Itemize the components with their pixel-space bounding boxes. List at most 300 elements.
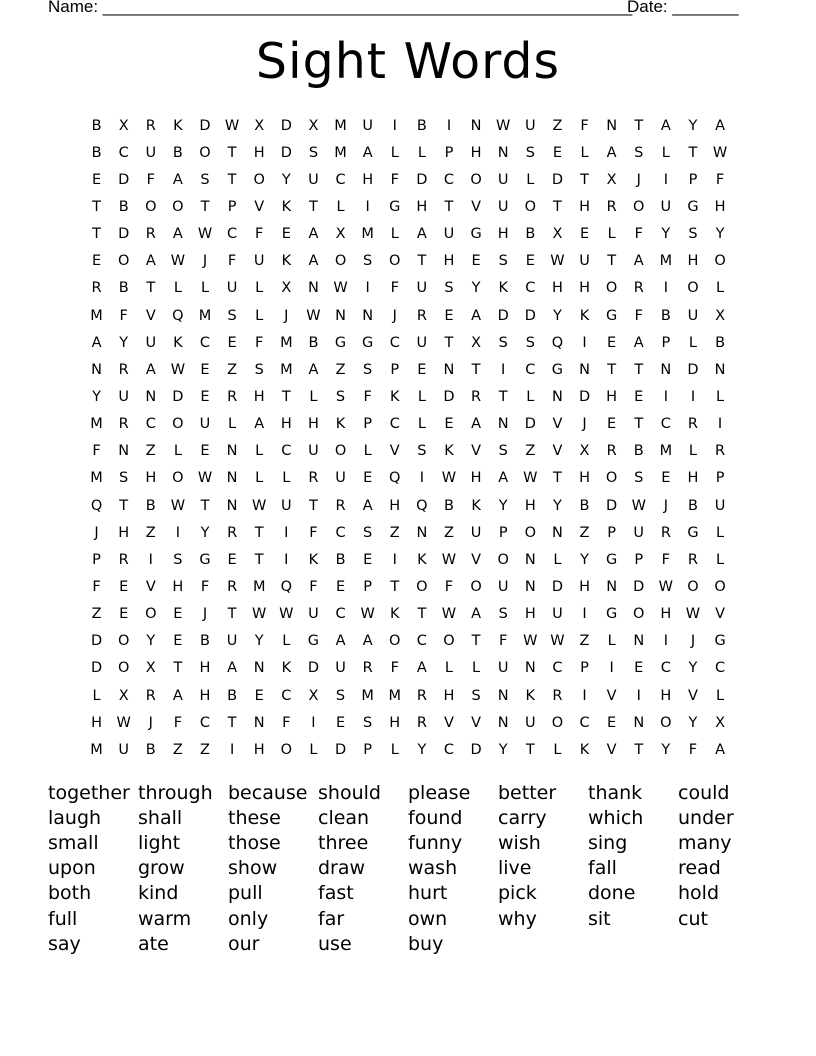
grid-letter: P bbox=[227, 198, 237, 215]
grid-letter: S bbox=[363, 253, 373, 270]
grid-letter: B bbox=[633, 443, 644, 460]
grid-letter: V bbox=[389, 443, 400, 460]
grid-letter: A bbox=[498, 470, 509, 487]
grid-letter: W bbox=[685, 606, 701, 623]
grid-letter: X bbox=[715, 307, 726, 324]
grid-letter: O bbox=[687, 280, 699, 297]
grid-letter: N bbox=[226, 443, 238, 460]
word-list bbox=[48, 780, 788, 956]
grid-letter: D bbox=[90, 660, 103, 677]
grid-letter: K bbox=[471, 497, 481, 514]
grid-letter: N bbox=[551, 388, 563, 405]
grid-letter: I bbox=[501, 361, 506, 378]
grid-row bbox=[83, 221, 734, 248]
grid-letter: H bbox=[443, 253, 455, 270]
grid-letter: C bbox=[579, 714, 590, 731]
grid-letter: P bbox=[444, 144, 454, 161]
grid-letter: U bbox=[497, 660, 509, 677]
grid-letter: G bbox=[199, 551, 211, 568]
word-list-item: warm bbox=[138, 907, 192, 930]
grid-letter: R bbox=[606, 443, 617, 460]
grid-letter: M bbox=[90, 470, 103, 487]
grid-letter: I bbox=[582, 334, 587, 351]
grid-letter: R bbox=[362, 660, 373, 677]
grid-letter: U bbox=[552, 606, 563, 623]
grid-letter: D bbox=[687, 361, 699, 378]
grid-letter: Q bbox=[280, 578, 293, 595]
grid-letter: I bbox=[284, 551, 289, 568]
grid-letter: Z bbox=[145, 443, 156, 460]
grid-letter: L bbox=[716, 388, 725, 405]
grid-letter: R bbox=[91, 280, 102, 297]
grid-letter: X bbox=[281, 280, 292, 297]
grid-letter: D bbox=[524, 307, 536, 324]
grid-letter: W bbox=[306, 307, 321, 324]
grid-letter: L bbox=[716, 687, 725, 704]
grid-letter: O bbox=[145, 606, 157, 623]
grid-letter: C bbox=[389, 416, 400, 433]
grid-letter: T bbox=[309, 497, 318, 514]
grid-letter: T bbox=[525, 741, 535, 758]
word-list-item: small bbox=[48, 831, 99, 854]
grid-letter: L bbox=[580, 144, 589, 161]
grid-letter: C bbox=[660, 660, 671, 677]
grid-letter: A bbox=[362, 633, 373, 650]
word-list-item: sit bbox=[588, 907, 611, 930]
word-list-item: own bbox=[408, 907, 448, 930]
grid-letter: W bbox=[252, 606, 267, 623]
grid-letter: C bbox=[660, 416, 671, 433]
grid-letter: Z bbox=[552, 117, 563, 134]
grid-row bbox=[83, 655, 734, 682]
grid-letter: K bbox=[579, 307, 590, 324]
grid-letter: R bbox=[145, 117, 156, 134]
grid-letter: R bbox=[227, 524, 238, 541]
grid-letter: W bbox=[658, 578, 674, 595]
word-list-row bbox=[48, 856, 788, 881]
grid-row bbox=[83, 248, 734, 275]
grid-letter: T bbox=[552, 470, 562, 487]
grid-letter: J bbox=[663, 497, 668, 514]
grid-letter: O bbox=[172, 198, 184, 215]
word-list-item: draw bbox=[318, 857, 366, 880]
grid-letter: Y bbox=[119, 334, 129, 351]
grid-letter: T bbox=[471, 633, 481, 650]
grid-letter: R bbox=[687, 416, 698, 433]
grid-letter: P bbox=[390, 361, 400, 378]
grid-letter: E bbox=[525, 253, 535, 270]
grid-letter: N bbox=[145, 388, 157, 405]
grid-letter: O bbox=[389, 253, 401, 270]
grid-letter: S bbox=[471, 687, 481, 704]
grid-letter: A bbox=[308, 253, 319, 270]
grid-letter: W bbox=[631, 497, 646, 514]
grid-letter: D bbox=[416, 171, 428, 188]
grid-letter: E bbox=[552, 144, 562, 161]
grid-letter: T bbox=[146, 280, 156, 297]
grid-letter: L bbox=[390, 144, 399, 161]
grid-letter: D bbox=[443, 388, 455, 405]
grid-letter: X bbox=[606, 171, 617, 188]
word-list-item: wash bbox=[408, 857, 458, 880]
grid-letter: R bbox=[606, 198, 617, 215]
grid-letter: F bbox=[92, 443, 101, 460]
grid-letter: F bbox=[92, 578, 101, 595]
grid-letter: S bbox=[335, 687, 346, 704]
grid-letter: O bbox=[714, 578, 726, 595]
grid-letter: N bbox=[633, 714, 645, 731]
word-list-item: sing bbox=[588, 831, 628, 854]
word-list-item: together bbox=[48, 781, 130, 804]
grid-letter: L bbox=[472, 660, 481, 677]
grid-letter: P bbox=[92, 551, 101, 568]
grid-letter: J bbox=[284, 307, 289, 324]
grid-letter: S bbox=[200, 171, 210, 188]
grid-letter: M bbox=[659, 443, 673, 460]
grid-letter: U bbox=[253, 253, 265, 270]
grid-letter: C bbox=[145, 416, 156, 433]
word-list-item: many bbox=[678, 831, 732, 854]
grid-letter: K bbox=[525, 687, 536, 704]
grid-letter: H bbox=[687, 470, 699, 487]
grid-letter: F bbox=[227, 253, 237, 270]
grid-letter: L bbox=[444, 660, 454, 677]
grid-letter: H bbox=[660, 606, 672, 623]
grid-letter: A bbox=[471, 416, 482, 433]
grid-letter: S bbox=[173, 551, 183, 568]
grid-letter: C bbox=[525, 280, 536, 297]
grid-letter: T bbox=[417, 253, 427, 270]
grid-letter: T bbox=[634, 416, 644, 433]
grid-letter: R bbox=[552, 687, 563, 704]
grid-letter: H bbox=[253, 388, 265, 405]
grid-letter: T bbox=[444, 334, 454, 351]
grid-letter: I bbox=[392, 551, 397, 568]
grid-letter: X bbox=[254, 117, 265, 134]
grid-row bbox=[83, 573, 734, 600]
grid-letter: O bbox=[687, 578, 699, 595]
grid-letter: P bbox=[580, 660, 589, 677]
grid-letter: R bbox=[416, 687, 427, 704]
grid-letter: B bbox=[200, 633, 210, 650]
grid-letter: C bbox=[389, 334, 400, 351]
grid-letter: T bbox=[498, 388, 508, 405]
grid-letter: U bbox=[308, 443, 319, 460]
word-list-item: these bbox=[228, 806, 281, 829]
grid-row bbox=[83, 492, 734, 519]
grid-letter: Y bbox=[661, 226, 671, 243]
word-list-row bbox=[48, 780, 788, 805]
grid-letter: N bbox=[497, 416, 509, 433]
grid-letter: L bbox=[255, 470, 264, 487]
grid-letter: J bbox=[202, 253, 208, 270]
grid-letter: G bbox=[362, 334, 374, 351]
grid-row bbox=[83, 682, 734, 709]
grid-letter: J bbox=[582, 416, 587, 433]
grid-letter: L bbox=[173, 443, 182, 460]
grid-letter: I bbox=[717, 416, 723, 433]
grid-letter: G bbox=[606, 307, 618, 324]
grid-letter: A bbox=[145, 253, 156, 270]
grid-letter: V bbox=[444, 714, 454, 731]
grid-letter: Z bbox=[145, 524, 156, 541]
grid-letter: V bbox=[254, 198, 265, 215]
grid-letter: V bbox=[552, 416, 563, 433]
grid-letter: L bbox=[255, 443, 264, 460]
grid-letter: T bbox=[390, 578, 400, 595]
grid-letter: I bbox=[663, 280, 668, 297]
grid-letter: M bbox=[90, 416, 103, 433]
grid-letter: B bbox=[579, 497, 590, 514]
grid-letter: O bbox=[117, 253, 130, 270]
grid-letter: H bbox=[524, 497, 536, 514]
grid-letter: W bbox=[360, 606, 375, 623]
grid-letter: U bbox=[145, 144, 157, 161]
grid-letter: R bbox=[416, 307, 427, 324]
grid-letter: Y bbox=[498, 741, 508, 758]
grid-letter: I bbox=[636, 687, 641, 704]
grid-letter: N bbox=[362, 307, 374, 324]
grid-letter: L bbox=[417, 388, 426, 405]
grid-letter: S bbox=[308, 144, 319, 161]
grid-letter: O bbox=[443, 633, 455, 650]
grid-letter: H bbox=[389, 497, 401, 514]
grid-letter: K bbox=[444, 443, 454, 460]
grid-letter: I bbox=[229, 741, 235, 758]
grid-letter: W bbox=[116, 714, 131, 731]
grid-row bbox=[83, 329, 734, 356]
grid-letter: W bbox=[170, 361, 186, 378]
word-list-item: far bbox=[318, 907, 345, 930]
grid-letter: C bbox=[199, 714, 211, 731]
grid-letter: A bbox=[172, 171, 183, 188]
grid-letter: O bbox=[497, 551, 509, 568]
grid-letter: A bbox=[308, 361, 319, 378]
grid-letter: X bbox=[471, 334, 482, 351]
grid-letter: S bbox=[363, 361, 373, 378]
grid-letter: O bbox=[334, 443, 347, 460]
grid-letter: K bbox=[173, 334, 183, 351]
grid-letter: I bbox=[663, 388, 668, 405]
grid-letter: R bbox=[308, 470, 319, 487]
grid-letter: O bbox=[253, 171, 265, 188]
grid-letter: S bbox=[498, 334, 508, 351]
grid-letter: C bbox=[416, 633, 427, 650]
grid-letter: Y bbox=[146, 633, 156, 650]
grid-letter: T bbox=[552, 198, 562, 215]
grid-letter: G bbox=[687, 524, 699, 541]
grid-letter: T bbox=[227, 714, 237, 731]
grid-letter: J bbox=[202, 606, 208, 623]
grid-letter: K bbox=[417, 551, 427, 568]
grid-letter: A bbox=[335, 633, 346, 650]
grid-letter: I bbox=[311, 714, 316, 731]
grid-letter: D bbox=[90, 633, 103, 650]
grid-letter: Q bbox=[389, 470, 401, 487]
grid-letter: E bbox=[634, 388, 644, 405]
grid-letter: E bbox=[579, 226, 590, 243]
grid-letter: N bbox=[633, 633, 645, 650]
word-list-item: clean bbox=[318, 806, 370, 829]
grid-letter: V bbox=[606, 687, 617, 704]
word-list-item: could bbox=[678, 781, 730, 804]
grid-letter: V bbox=[606, 741, 617, 758]
grid-letter: N bbox=[579, 361, 590, 378]
grid-letter: R bbox=[687, 551, 698, 568]
grid-letter: X bbox=[308, 117, 319, 134]
grid-letter: V bbox=[471, 443, 482, 460]
grid-letter: F bbox=[146, 171, 155, 188]
grid-row bbox=[83, 275, 734, 302]
grid-letter: L bbox=[282, 470, 291, 487]
grid-letter: T bbox=[173, 660, 183, 677]
grid-letter: J bbox=[94, 524, 99, 541]
grid-letter: G bbox=[687, 198, 699, 215]
grid-letter: V bbox=[471, 551, 482, 568]
grid-letter: L bbox=[390, 741, 399, 758]
grid-letter: S bbox=[363, 714, 373, 731]
grid-letter: H bbox=[606, 388, 618, 405]
grid-letter: T bbox=[471, 361, 481, 378]
grid-letter: I bbox=[365, 280, 370, 297]
grid-letter: H bbox=[579, 198, 590, 215]
grid-letter: P bbox=[363, 741, 373, 758]
grid-letter: M bbox=[334, 144, 347, 161]
grid-letter: U bbox=[497, 171, 509, 188]
grid-letter: I bbox=[582, 687, 587, 704]
grid-letter: H bbox=[416, 198, 428, 215]
grid-letter: X bbox=[335, 226, 346, 243]
grid-letter: L bbox=[228, 416, 237, 433]
grid-letter: U bbox=[524, 714, 536, 731]
grid-letter: S bbox=[227, 307, 237, 324]
grid-letter: O bbox=[280, 741, 293, 758]
grid-letter: E bbox=[254, 687, 264, 704]
grid-letter: Y bbox=[200, 524, 210, 541]
word-list-row bbox=[48, 906, 788, 931]
grid-letter: A bbox=[606, 144, 617, 161]
grid-letter: L bbox=[688, 443, 697, 460]
word-list-item: because bbox=[228, 781, 308, 804]
word-list-item: use bbox=[318, 932, 352, 955]
grid-letter: A bbox=[227, 660, 238, 677]
grid-letter: I bbox=[582, 606, 587, 623]
grid-letter: J bbox=[690, 633, 696, 650]
grid-letter: U bbox=[145, 334, 157, 351]
grid-letter: P bbox=[688, 171, 698, 188]
grid-letter: N bbox=[606, 578, 618, 595]
grid-letter: I bbox=[392, 117, 397, 134]
grid-letter: V bbox=[471, 198, 482, 215]
word-list-item: fast bbox=[318, 882, 354, 905]
grid-letter: Y bbox=[471, 280, 481, 297]
word-list-item: our bbox=[228, 932, 260, 955]
grid-letter: C bbox=[335, 606, 346, 623]
word-list-item: ate bbox=[138, 932, 169, 955]
grid-letter: M bbox=[90, 741, 103, 758]
grid-letter: O bbox=[714, 253, 726, 270]
grid-letter: L bbox=[255, 280, 264, 297]
grid-letter: Z bbox=[227, 361, 238, 378]
grid-letter: N bbox=[660, 361, 672, 378]
grid-letter: F bbox=[119, 307, 128, 324]
grid-letter: O bbox=[551, 714, 564, 731]
grid-letter: A bbox=[715, 741, 726, 758]
grid-letter: Z bbox=[200, 741, 210, 758]
grid-letter: L bbox=[607, 226, 616, 243]
grid-letter: L bbox=[716, 524, 725, 541]
grid-letter: O bbox=[633, 606, 645, 623]
grid-letter: B bbox=[91, 117, 102, 134]
grid-letter: G bbox=[334, 334, 347, 351]
grid-letter: D bbox=[280, 144, 292, 161]
page-title: Sight Words bbox=[255, 33, 561, 90]
grid-letter: V bbox=[688, 687, 698, 704]
grid-letter: N bbox=[551, 524, 563, 541]
word-list-item: found bbox=[408, 806, 463, 829]
grid-letter: F bbox=[580, 117, 589, 134]
grid-letter: K bbox=[498, 280, 508, 297]
grid-letter: D bbox=[334, 741, 347, 758]
grid-letter: M bbox=[252, 578, 266, 595]
grid-letter: K bbox=[390, 388, 400, 405]
grid-letter: F bbox=[363, 388, 372, 405]
grid-letter: G bbox=[714, 633, 726, 650]
word-list-row bbox=[48, 805, 788, 830]
grid-letter: Y bbox=[715, 226, 725, 243]
grid-letter: J bbox=[148, 714, 153, 731]
grid-letter: N bbox=[91, 361, 102, 378]
grid-letter: T bbox=[688, 144, 698, 161]
grid-letter: H bbox=[199, 687, 211, 704]
grid-letter: K bbox=[579, 741, 590, 758]
grid-letter: H bbox=[443, 687, 455, 704]
grid-letter: G bbox=[606, 551, 618, 568]
grid-letter: N bbox=[416, 524, 428, 541]
grid-letter: U bbox=[497, 198, 509, 215]
grid-letter: T bbox=[417, 606, 427, 623]
grid-letter: H bbox=[280, 416, 292, 433]
grid-letter: H bbox=[145, 470, 157, 487]
grid-letter: U bbox=[335, 660, 346, 677]
grid-letter: E bbox=[471, 253, 481, 270]
grid-letter: J bbox=[392, 307, 397, 324]
grid-letter: H bbox=[118, 524, 130, 541]
grid-letter: G bbox=[307, 633, 320, 650]
grid-letter: E bbox=[607, 714, 617, 731]
grid-letter: Y bbox=[281, 171, 291, 188]
grid-letter: H bbox=[91, 714, 102, 731]
grid-letter: O bbox=[199, 144, 211, 161]
grid-letter: S bbox=[363, 524, 373, 541]
grid-letter: D bbox=[551, 171, 563, 188]
grid-letter: C bbox=[281, 687, 292, 704]
grid-letter: U bbox=[308, 606, 319, 623]
grid-letter: D bbox=[524, 416, 536, 433]
word-list-item: live bbox=[498, 857, 532, 880]
grid-letter: A bbox=[471, 307, 482, 324]
grid-letter: X bbox=[118, 687, 129, 704]
grid-letter: F bbox=[255, 334, 264, 351]
grid-letter: L bbox=[173, 280, 182, 297]
grid-letter: W bbox=[550, 253, 565, 270]
grid-letter: V bbox=[145, 578, 156, 595]
grid-letter: E bbox=[91, 171, 102, 188]
grid-letter: Y bbox=[254, 633, 264, 650]
grid-letter: B bbox=[118, 198, 129, 215]
grid-letter: C bbox=[281, 443, 292, 460]
grid-letter: T bbox=[634, 361, 644, 378]
